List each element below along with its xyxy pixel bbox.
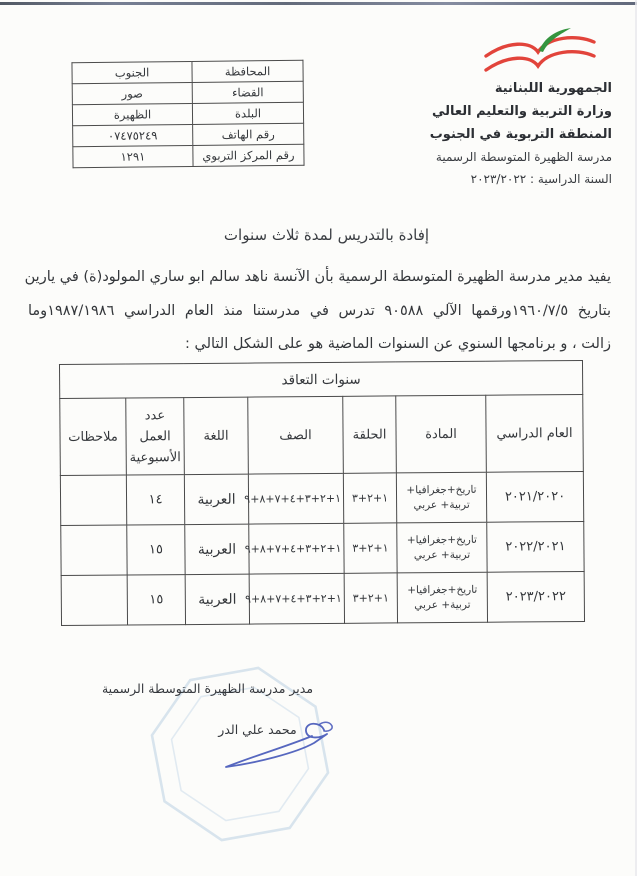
header-subject: المادة: [396, 395, 487, 473]
table-row: [73, 123, 304, 146]
letterhead-academic-year: السنة الدراسية : ٢٠٢٣/٢٠٢٢: [470, 172, 612, 186]
header-academic-year: العام الدراسي: [486, 394, 584, 472]
admin-label-governorate: المحافظة: [192, 60, 303, 82]
admin-value-governorate: الجنوب: [72, 61, 192, 83]
cell-subject: [396, 472, 486, 523]
cell-notes: [61, 575, 127, 626]
table-row: [60, 471, 583, 525]
cell-year: ٢٠٢١/٢٠٢٠: [486, 471, 583, 522]
cell-grade: ١+٢+٣+٤+٧+٨+٩: [249, 573, 344, 624]
admin-value-phone: ٠٧٤٧٥٢٤٩: [73, 124, 193, 146]
header-cycle: الحلقة: [343, 396, 397, 473]
admin-value-center-number: ١٢٩١: [73, 145, 193, 167]
header-weekly-hours: عدد العمل الأسبوعية: [126, 398, 185, 475]
letterhead-ministry: وزارة التربية والتعليم العالي: [431, 104, 612, 119]
header-grade: الصف: [248, 396, 344, 474]
admin-value-town: الظهيرة: [72, 103, 192, 125]
table-row: [61, 571, 584, 625]
table-row: [73, 144, 304, 167]
handwritten-signature-icon: [220, 714, 338, 768]
cell-subject: [397, 522, 487, 573]
cell-grade: ١+٢+٣+٤+٧+٨+٩: [248, 473, 343, 524]
admin-label-town: البلدة: [192, 102, 303, 124]
cell-weekly-hours: ١٤: [126, 475, 184, 525]
letterhead: [292, 77, 612, 190]
subject-line-1: تاريخ+جغرافيا+: [407, 583, 478, 596]
admin-label-phone: رقم الهاتف: [193, 123, 304, 145]
contract-years-table: [59, 360, 585, 626]
cell-grade: ١+٢+٣+٤+٧+٨+٩: [249, 523, 344, 574]
cell-language: العربية: [184, 474, 248, 525]
signatory-title: مدير مدرسة الظهيرة المتوسطة الرسمية: [101, 681, 314, 696]
admin-value-district: صور: [72, 82, 192, 104]
ministry-education-logo-icon: [478, 26, 600, 84]
subject-line-2: تربية+ عربي: [414, 598, 471, 611]
subject-line-1: تاريخ+جغرافيا+: [406, 533, 477, 546]
admin-label-center-number: رقم المركز التربوي: [193, 144, 304, 166]
table-title-row: [59, 360, 582, 398]
table-row: [72, 60, 303, 83]
table-row: [72, 102, 303, 125]
body-text-line-3: زالت ، و برنامجها السنوي عن السنوات الماضية هو على الشكل التالي :: [185, 336, 611, 352]
signatory-name: محمد علي الدر: [218, 722, 297, 737]
body-text-line-1: يفيد مدير مدرسة الظهيرة المتوسطة الرسمية بأن الآنسة ناهد سالم ابو ساري المولود(ة) في يارين: [24, 269, 611, 285]
header-language: اللغة: [184, 397, 249, 475]
admin-info-table: [71, 60, 304, 168]
letterhead-republic: الجمهورية اللبنانية: [494, 81, 612, 96]
cell-notes: [61, 525, 127, 576]
header-notes: ملاحظات: [60, 398, 127, 476]
cell-cycle: ١+٢+٣: [343, 473, 396, 523]
letterhead-school: مدرسة الظهيرة المتوسطة الرسمية: [435, 150, 612, 164]
subject-line-1: تاريخ+جغرافيا+: [406, 483, 477, 496]
cell-weekly-hours: ١٥: [127, 575, 185, 625]
cell-cycle: ١+٢+٣: [344, 573, 397, 623]
contract-table-title: سنوات التعاقد: [59, 360, 582, 398]
cell-year: ٢٠٢٢/٢٠٢١: [487, 521, 584, 572]
page-title: إفادة بالتدريس لمدة ثلاث سنوات: [223, 226, 430, 244]
cell-language: العربية: [185, 524, 249, 575]
subject-line-2: تربية+ عربي: [413, 498, 470, 511]
table-row: [61, 521, 584, 575]
table-header-row: [60, 394, 584, 475]
letterhead-region: المنطقة التربوية في الجنوب: [429, 127, 612, 142]
cell-cycle: ١+٢+٣: [344, 523, 397, 573]
admin-label-district: القضاء: [192, 81, 303, 103]
certificate-body-text: [24, 261, 611, 362]
cell-weekly-hours: ١٥: [127, 525, 185, 575]
cell-subject: [397, 572, 487, 623]
cell-notes: [60, 475, 126, 526]
subject-line-2: تربية+ عربي: [413, 548, 471, 561]
scan-artifact-top-edge: [0, 2, 637, 5]
cell-year: ٢٠٢٣/٢٠٢٢: [487, 571, 584, 622]
table-row: [72, 81, 303, 104]
body-text-line-2: بتاريخ ١٩٦٠/٧/٥ورقمها الآلي ٩٠٥٨٨ تدرس في مدرستنا منذ العام الدراسي ١٩٨٧/١٩٨٦وما: [28, 302, 611, 319]
cell-language: العربية: [185, 574, 249, 625]
